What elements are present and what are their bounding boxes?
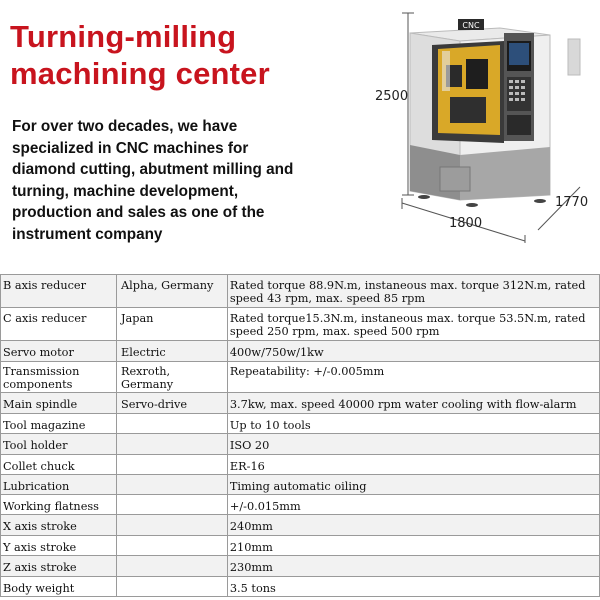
spec-source: Servo-drive xyxy=(116,393,227,414)
spec-name: Lubrication xyxy=(1,475,117,495)
height-dimension: 2500 xyxy=(375,89,409,104)
spec-detail: ER-16 xyxy=(227,455,599,475)
spec-detail: ISO 20 xyxy=(227,434,599,455)
spec-detail: 3.7kw, max. speed 40000 rpm water cooling with flow-alarm xyxy=(227,393,599,414)
page-title xyxy=(10,18,270,92)
spec-source xyxy=(116,556,227,577)
title-line-2: machining center xyxy=(10,56,270,91)
spec-name: Tool holder xyxy=(1,434,117,455)
spec-table xyxy=(0,274,600,597)
spec-name: Y axis stroke xyxy=(1,536,117,556)
spec-detail: 210mm xyxy=(227,536,599,556)
intro-paragraph: For over two decades, we have specialized in CNC machines for diamond cutting, abutment milling and turning, machine development, production and sales as one of the instrument company xyxy=(12,118,294,243)
spec-row xyxy=(1,434,600,455)
spec-name: Z axis stroke xyxy=(1,556,117,577)
width-dimension: 1800 xyxy=(449,216,483,231)
spec-name: Transmission components xyxy=(1,362,117,393)
spec-row xyxy=(1,577,600,597)
spec-detail: Repeatability: +/-0.005mm xyxy=(227,362,599,393)
spec-row xyxy=(1,341,600,362)
spec-row xyxy=(1,495,600,515)
spec-source xyxy=(116,577,227,597)
spec-row xyxy=(1,455,600,475)
spec-name: C axis reducer xyxy=(1,308,117,341)
spec-source xyxy=(116,455,227,475)
spec-detail: +/-0.015mm xyxy=(227,495,599,515)
spec-row xyxy=(1,393,600,414)
spec-source xyxy=(116,475,227,495)
spec-source: Japan xyxy=(116,308,227,341)
spec-row xyxy=(1,536,600,556)
spec-detail: Up to 10 tools xyxy=(227,414,599,434)
spec-row xyxy=(1,275,600,308)
spec-detail: 230mm xyxy=(227,556,599,577)
spec-detail: Rated torque15.3N.m, instaneous max. torque 53.5N.m, rated speed 250 rpm, max. speed 500 rpm xyxy=(227,308,599,341)
spec-detail: Rated torque 88.9N.m, instaneous max. torque 312N.m, rated speed 43 rpm, max. speed 85 rpm xyxy=(227,275,599,308)
spec-row xyxy=(1,362,600,393)
spec-row xyxy=(1,475,600,495)
spec-detail: 240mm xyxy=(227,515,599,536)
spec-source xyxy=(116,536,227,556)
spec-detail: 3.5 tons xyxy=(227,577,599,597)
spec-row xyxy=(1,515,600,536)
spec-name: Body weight xyxy=(1,577,117,597)
spec-name: Tool magazine xyxy=(1,414,117,434)
spec-row xyxy=(1,308,600,341)
spec-row xyxy=(1,556,600,577)
brand-badge: CNC xyxy=(462,21,480,30)
spec-name: X axis stroke xyxy=(1,515,117,536)
spec-source: Alpha, Germany xyxy=(116,275,227,308)
spec-source: Electric xyxy=(116,341,227,362)
machine-body xyxy=(410,19,580,207)
spec-detail: Timing automatic oiling xyxy=(227,475,599,495)
spec-source: Rexroth, Germany xyxy=(116,362,227,393)
spec-source xyxy=(116,495,227,515)
spec-name: Collet chuck xyxy=(1,455,117,475)
spec-name: Main spindle xyxy=(1,393,117,414)
spec-detail: 400w/750w/1kw xyxy=(227,341,599,362)
spec-source xyxy=(116,434,227,455)
title-line-1: Turning-milling xyxy=(10,19,237,54)
spec-name: Working flatness xyxy=(1,495,117,515)
depth-dimension: 1770 xyxy=(555,195,589,210)
spec-row xyxy=(1,414,600,434)
spec-source xyxy=(116,515,227,536)
spec-name: Servo motor xyxy=(1,341,117,362)
spec-name: B axis reducer xyxy=(1,275,117,308)
spec-source xyxy=(116,414,227,434)
spec-table-body xyxy=(1,275,600,597)
